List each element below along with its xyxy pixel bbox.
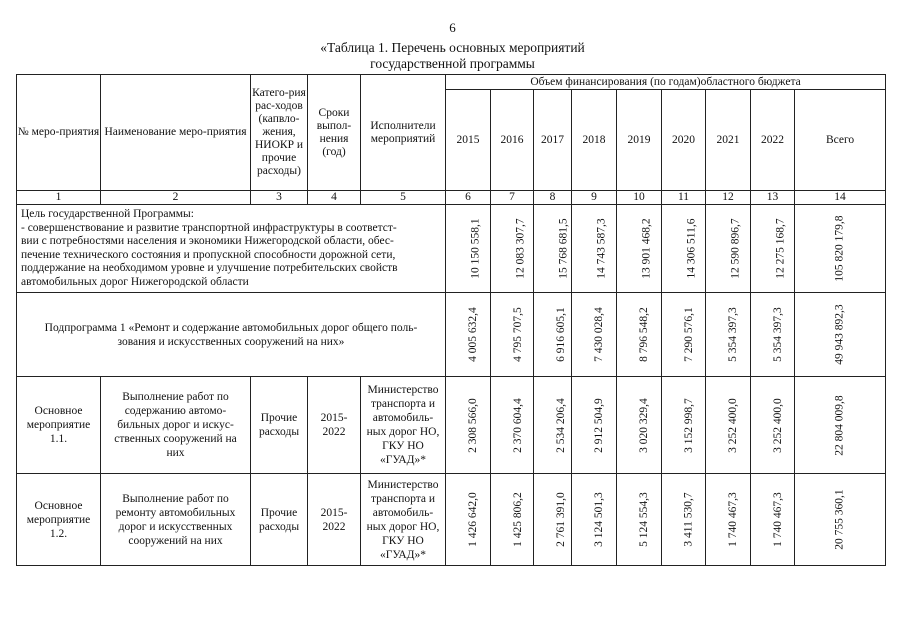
goal-line: поддержание на необходимом уровне и улучшение потребительских свойств (21, 262, 398, 274)
goal-row (17, 205, 886, 293)
goal-value-total: 105 820 179,8 (833, 215, 846, 282)
header-financing: Объем финансирования (по годам)областного бюджета (446, 75, 886, 90)
measure-category: Прочие расходы (251, 377, 308, 474)
value-cell (491, 474, 534, 566)
row1-value-2016: 2 370 604,4 (511, 397, 524, 453)
value-cell (706, 293, 751, 377)
row1-value-2018: 2 912 504,9 (592, 397, 605, 453)
col-number: 5 (361, 191, 446, 205)
subprogram-row (17, 293, 886, 377)
row1-value-2015: 2 308 566,0 (466, 397, 479, 453)
goal-line: Цель государственной Программы: (21, 208, 194, 220)
value-cell (617, 377, 662, 474)
value-cell (491, 293, 534, 377)
header-category: Катего-рия рас-ходов (капвло-жения, НИОКР и прочие расходы) (251, 75, 308, 191)
value-cell (617, 474, 662, 566)
year-cell: 2021 (706, 90, 751, 191)
measure-number: Основное мероприятие 1.2. (17, 474, 101, 566)
value-cell (662, 377, 706, 474)
value-cell (572, 474, 617, 566)
row2-value-2022: 1 740 467,3 (771, 492, 784, 547)
value-cell (534, 293, 572, 377)
value-cell (662, 474, 706, 566)
value-cell (706, 205, 751, 293)
header-number: № меро-приятия (17, 75, 101, 191)
header-name: Наименование меро-приятия (101, 75, 251, 191)
subprogram-value-total: 49 943 892,3 (833, 304, 846, 365)
col-number: 3 (251, 191, 308, 205)
col-number: 12 (706, 191, 751, 205)
goal-line: печение технического состояния и пропускной способности дорожной сети, (21, 248, 396, 261)
value-cell (617, 293, 662, 377)
value-cell (446, 293, 491, 377)
subprogram-value-2017: 6 916 605,1 (554, 307, 567, 362)
subprogram-value-2015: 4 005 632,4 (466, 307, 479, 362)
measure-name: Выполнение работ по содержанию автомо-бильных дорог и искус-ственных сооружений на них (101, 377, 251, 474)
value-cell (751, 474, 795, 566)
col-number: 10 (617, 191, 662, 205)
measures-table (16, 74, 886, 566)
goal-value-2019: 13 901 468,2 (640, 218, 653, 279)
value-cell (795, 377, 886, 474)
col-number: 8 (534, 191, 572, 205)
subprogram-value-2016: 4 795 707,5 (511, 307, 524, 362)
value-cell (446, 377, 491, 474)
row2-value-2018: 3 124 501,3 (592, 492, 605, 547)
row2-value-2020: 3 411 530,7 (682, 492, 695, 547)
row2-value-2017: 2 761 391,0 (554, 492, 567, 547)
goal-line: вии с потребностями населения и экономики Нижегородской области, обес- (21, 235, 394, 247)
col-number: 9 (572, 191, 617, 205)
table-row (17, 377, 886, 474)
goal-value-2020: 14 306 511,6 (685, 218, 698, 279)
row2-value-2015: 1 426 642,0 (466, 492, 479, 547)
row2-value-2021: 1 740 467,3 (726, 492, 739, 547)
year-cell: 2016 (491, 90, 534, 191)
value-cell (795, 205, 886, 293)
value-cell (751, 377, 795, 474)
value-cell (572, 205, 617, 293)
goal-value-2021: 12 590 896,7 (729, 218, 742, 279)
value-cell (795, 293, 886, 377)
col-number: 11 (662, 191, 706, 205)
value-cell (795, 474, 886, 566)
col-number: 14 (795, 191, 886, 205)
col-number: 1 (17, 191, 101, 205)
col-number: 4 (308, 191, 361, 205)
measure-period: 2015-2022 (308, 474, 361, 566)
table-title (0, 40, 905, 72)
goal-value-2015: 10 150 558,1 (469, 218, 482, 279)
measure-number: Основное мероприятие 1.1. (17, 377, 101, 474)
value-cell (534, 377, 572, 474)
year-cell: 2015 (446, 90, 491, 191)
row1-value-2017: 2 534 206,4 (554, 397, 567, 453)
value-cell (617, 205, 662, 293)
subprogram-text (17, 293, 446, 377)
goal-line: - совершенствование и развитие транспортной инфраструктуры в соответст- (21, 221, 397, 234)
header-row-1 (17, 75, 886, 90)
title-line-2: государственной программы (370, 56, 535, 71)
value-cell (751, 293, 795, 377)
row1-value-2019: 3 020 329,4 (637, 397, 650, 453)
goal-value-2016: 12 083 307,7 (514, 218, 527, 279)
measure-executors: Министерство транспорта и автомобиль-ных дорог НО, ГКУ НО «ГУАД»* (361, 474, 446, 566)
subprogram-line: Подпрограмма 1 «Ремонт и содержание автомобильных дорог общего поль- (44, 321, 418, 334)
subprogram-value-2022: 5 354 397,3 (771, 307, 784, 362)
subprogram-value-2018: 7 430 028,4 (592, 307, 605, 362)
row2-value-2019: 5 124 554,3 (637, 492, 650, 547)
year-cell: 2018 (572, 90, 617, 191)
measure-name: Выполнение работ по ремонту автомобильных дорог и искусственных сооружений на них (101, 474, 251, 566)
value-cell (534, 205, 572, 293)
header-period: Сроки выпол-нения (год) (308, 75, 361, 191)
page-number: 6 (449, 20, 456, 35)
goal-text (17, 205, 446, 293)
subprogram-line: зования и искусственных сооружений на них» (117, 335, 345, 348)
value-cell (491, 377, 534, 474)
header-executors: Исполнители мероприятий (361, 75, 446, 191)
value-cell (751, 205, 795, 293)
col-number: 6 (446, 191, 491, 205)
title-line-1: «Таблица 1. Перечень основных мероприятий (320, 40, 585, 55)
col-number: 13 (751, 191, 795, 205)
subprogram-value-2019: 8 796 548,2 (637, 307, 650, 362)
value-cell (446, 474, 491, 566)
subprogram-value-2021: 5 354 397,3 (726, 307, 739, 362)
table-row (17, 474, 886, 566)
value-cell (572, 293, 617, 377)
value-cell (706, 474, 751, 566)
value-cell (572, 377, 617, 474)
year-cell: 2020 (662, 90, 706, 191)
row2-value-2016: 1 425 806,2 (511, 492, 524, 547)
goal-line: автомобильных дорог Нижегородской области (21, 275, 249, 288)
year-total-cell: Всего (795, 90, 886, 191)
year-cell: 2022 (751, 90, 795, 191)
row1-value-2021: 3 252 400,0 (726, 397, 739, 453)
year-cell: 2019 (617, 90, 662, 191)
value-cell (446, 205, 491, 293)
goal-value-2017: 15 768 681,5 (557, 218, 570, 279)
value-cell (534, 474, 572, 566)
subprogram-value-2020: 7 290 576,1 (682, 307, 695, 362)
goal-value-2022: 12 275 168,7 (774, 218, 787, 279)
col-number: 7 (491, 191, 534, 205)
value-cell (706, 377, 751, 474)
row1-value-2020: 3 152 998,7 (682, 397, 695, 453)
column-number-row (17, 191, 886, 205)
col-number: 2 (101, 191, 251, 205)
value-cell (662, 205, 706, 293)
goal-value-2018: 14 743 587,3 (595, 218, 608, 279)
value-cell (491, 205, 534, 293)
measure-executors: Министерство транспорта и автомобиль-ных дорог НО, ГКУ НО «ГУАД»* (361, 377, 446, 474)
measure-category: Прочие расходы (251, 474, 308, 566)
value-cell (662, 293, 706, 377)
row1-value-total: 22 804 009,8 (833, 394, 846, 456)
row2-value-total: 20 755 360,1 (833, 489, 846, 550)
measure-period: 2015-2022 (308, 377, 361, 474)
year-cell: 2017 (534, 90, 572, 191)
row1-value-2022: 3 252 400,0 (771, 397, 784, 453)
